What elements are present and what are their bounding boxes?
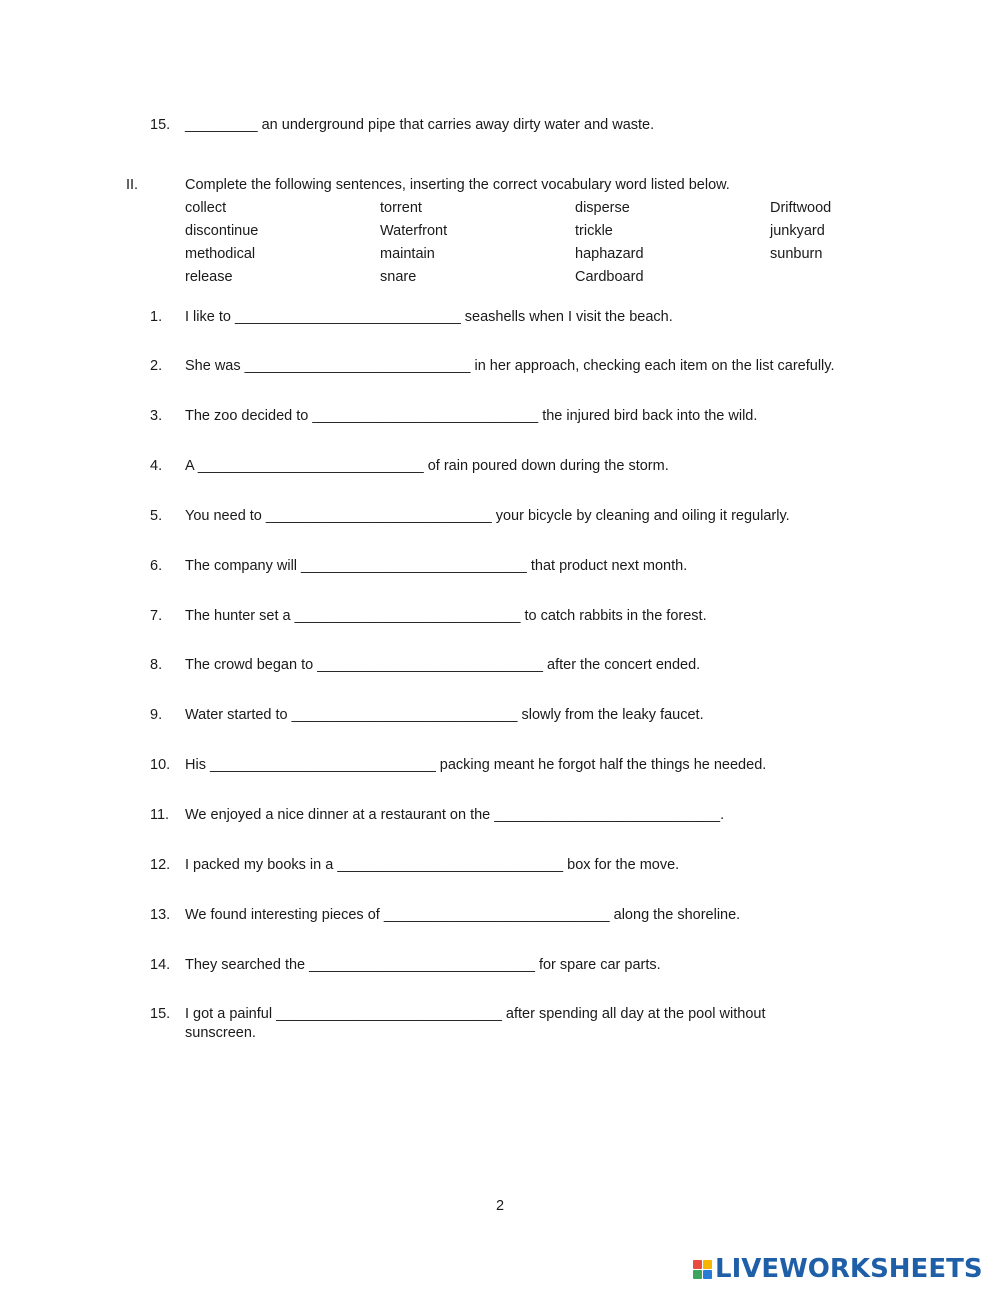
question-text[interactable]: The crowd began to ____________________________ after the concert ended. (185, 657, 701, 673)
question-text[interactable]: We enjoyed a nice dinner at a restaurant on the ____________________________. (185, 807, 725, 823)
question-number: 15. (150, 1006, 171, 1022)
word-bank-word: discontinue (185, 223, 259, 239)
question-1 (150, 309, 673, 325)
word-bank-word: snare (380, 269, 417, 285)
top-item-15 (150, 117, 654, 133)
word-bank-row (185, 246, 965, 269)
word-bank-word: sunburn (770, 246, 823, 262)
question-number: 12. (150, 857, 171, 873)
question-7 (150, 608, 707, 624)
question-3 (150, 408, 757, 424)
word-bank-word: junkyard (770, 223, 825, 239)
question-15 (150, 1006, 765, 1041)
logo-square-yellow (703, 1260, 712, 1269)
question-5 (150, 508, 790, 524)
word-bank-word (770, 269, 965, 292)
section-instruction: Complete the following sentences, inserting the correct vocabulary word listed below. (185, 177, 730, 193)
question-6 (150, 558, 687, 574)
question-number: 10. (150, 757, 171, 773)
question-text[interactable]: You need to ____________________________ your bicycle by cleaning and oiling it regularly. (185, 508, 790, 524)
question-text-continuation: sunscreen. (185, 1025, 256, 1041)
question-number: 4. (150, 458, 163, 474)
word-bank-word: haphazard (575, 246, 644, 262)
word-bank (185, 200, 965, 292)
word-bank-word: release (185, 269, 233, 285)
question-number: 7. (150, 608, 163, 624)
question-number: 2. (150, 358, 163, 374)
question-14 (150, 957, 661, 973)
question-text[interactable]: His ____________________________ packing meant he forgot half the things he needed. (185, 757, 767, 773)
question-text[interactable]: I like to ____________________________ seashells when I visit the beach. (185, 309, 673, 325)
question-text[interactable]: A ____________________________ of rain poured down during the storm. (185, 458, 669, 474)
word-bank-word: collect (185, 200, 227, 216)
question-number: 8. (150, 657, 163, 673)
question-number: 13. (150, 907, 171, 923)
question-text[interactable]: I packed my books in a ____________________________ box for the move. (185, 857, 680, 873)
question-11 (150, 807, 724, 823)
question-4 (150, 458, 669, 474)
question-9 (150, 707, 704, 723)
question-number: 5. (150, 508, 163, 524)
word-bank-word: methodical (185, 246, 256, 262)
question-number: 9. (150, 707, 163, 723)
logo-text: LIVEWORKSHEETS (715, 1254, 983, 1284)
question-text[interactable]: Water started to ____________________________ slowly from the leaky faucet. (185, 707, 704, 723)
section-roman-numeral: II. (126, 177, 139, 193)
word-bank-word: maintain (380, 246, 435, 262)
question-8 (150, 657, 700, 673)
item-text: _________ an underground pipe that carries away dirty water and waste. (185, 117, 655, 133)
question-13 (150, 907, 740, 923)
liveworksheets-logo (693, 1254, 983, 1284)
question-12 (150, 857, 679, 873)
question-text[interactable]: The company will ____________________________ that product next month. (185, 558, 688, 574)
question-10 (150, 757, 766, 773)
word-bank-word: Driftwood (770, 200, 832, 216)
logo-square-blue (703, 1270, 712, 1279)
item-number: 15. (150, 117, 171, 133)
liveworksheets-logo-icon (693, 1260, 712, 1279)
question-text[interactable]: I got a painful ____________________________ after spending all day at the pool without (185, 1006, 766, 1022)
question-number: 11. (150, 807, 170, 823)
question-text[interactable]: The zoo decided to ____________________________ the injured bird back into the wild. (185, 408, 758, 424)
word-bank-word: torrent (380, 200, 422, 216)
question-number: 1. (150, 309, 163, 325)
word-bank-word: Cardboard (575, 269, 644, 285)
question-number: 6. (150, 558, 163, 574)
word-bank-word: disperse (575, 200, 630, 216)
word-bank-row (185, 223, 965, 246)
question-text[interactable]: We found interesting pieces of ____________________________ along the shoreline. (185, 907, 741, 923)
page-number: 2 (495, 1198, 505, 1214)
question-text[interactable]: They searched the ____________________________ for spare car parts. (185, 957, 661, 973)
logo-square-red (693, 1260, 702, 1269)
question-number: 14. (150, 957, 171, 973)
question-text[interactable]: She was ____________________________ in her approach, checking each item on the list carefully. (185, 358, 835, 374)
question-number: 3. (150, 408, 163, 424)
word-bank-word: Waterfront (380, 223, 448, 239)
question-2 (150, 358, 834, 374)
logo-square-green (693, 1270, 702, 1279)
word-bank-word: trickle (575, 223, 613, 239)
word-bank-row (185, 269, 965, 292)
question-text[interactable]: The hunter set a ____________________________ to catch rabbits in the forest. (185, 608, 707, 624)
word-bank-row (185, 200, 965, 223)
